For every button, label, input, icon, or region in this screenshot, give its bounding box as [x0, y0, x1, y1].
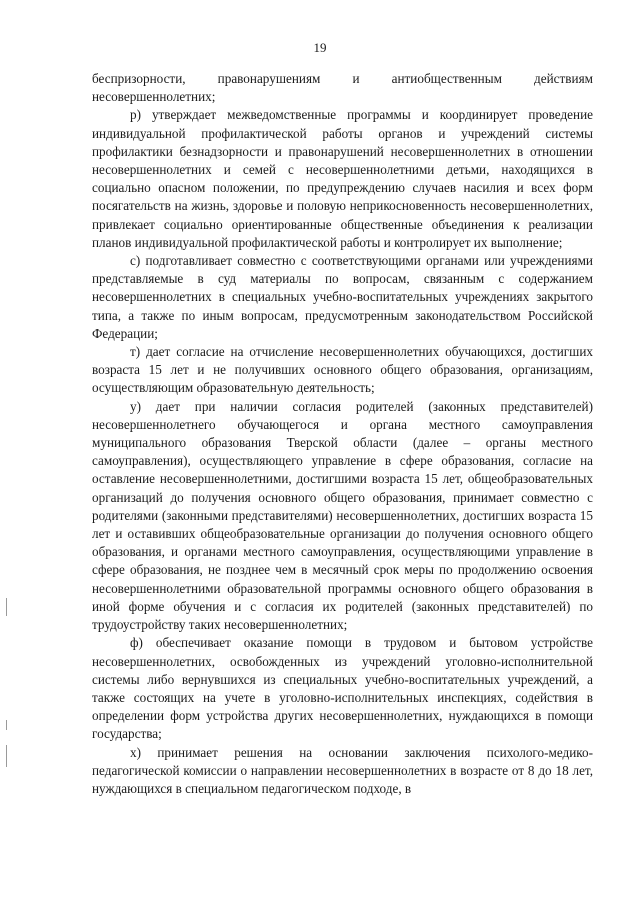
document-body [92, 70, 593, 798]
scan-margin-mark [6, 598, 7, 616]
scan-margin-mark [6, 720, 7, 730]
page-number: 19 [313, 40, 327, 55]
paragraph-item-u: у) дает при наличии согласия родителей (законных представителей) несовершеннолетнего обучающегося и органа местного самоуправления муниципального образования Тверской области (далее – органы местного самоуправления), осуществляющего управление в сфере образования, согласие на оставление несовершеннолетними, достигшими возраста 15 лет, общеобразовательных организаций до получения основного общего образования, принимает совместно с родителями (законными представителями) несовершеннолетних, достигших возраста 15 лет и оставивших общеобразовательные организации до получения основного общего образования, и органами местного самоуправления, осуществляющими управление в сфере образования, не позднее чем в месячный срок меры по продолжению освоения несовершеннолетними образовательной программы основного общего образования в иной форме обучения и с согласия их родителей (законных представителей) по трудоустройству таких несовершеннолетних; [92, 398, 593, 633]
paragraph-item-r: р) утверждает межведомственные программы и координирует проведение индивидуальной профилактической работы органов и учреждений системы профилактики безнадзорности и правонарушений несовершеннолетних в отношении несовершеннолетних и семей с несовершеннолетними детьми, находящихся в социально опасном положении, по предупреждению случаев насилия и всех форм посягательств на жизнь, здоровье и половую неприкосновенность несовершеннолетних, привлекает социально ориентированные общественные объединения к реализации планов индивидуальной профилактической работы и контролирует их выполнение; [92, 107, 593, 250]
paragraph-item-t: т) дает согласие на отчисление несовершеннолетних обучающихся, достигших возраста 15 лет и не получивших основного общего образования, организациям, осуществляющим образовательную деятельность; [92, 344, 593, 396]
paragraph-item-f: ф) обеспечивает оказание помощи в трудовом и бытовом устройстве несовершеннолетних, освобожденных из учреждений уголовно-исполнительной системы либо вернувшихся из специальных учебно-воспитательных учреждений, а также состоящих на учете в уголовно-исполнительных инспекциях, содействия в определении форм устройства других несовершеннолетних, нуждающихся в помощи государства; [92, 635, 593, 742]
paragraph-item-h: х) принимает решения на основании заключения психолого-медико-педагогической комиссии о направлении несовершеннолетних в возрасте от 8 до 18 лет, нуждающихся в специальном педагогическом подходе, в [92, 744, 593, 796]
paragraph-item-s: с) подготавливает совместно с соответствующими органами или учреждениями представляемые в суд материалы по вопросам, связанным с содержанием несовершеннолетних в специальных учебно-воспитательных учреждениях закрытого типа, а также по иным вопросам, предусмотренным законодательством Российской Федерации; [92, 253, 593, 341]
paragraph-continuation: беспризорности, правонарушениям и антиобщественным действиям несовершеннолетних; [92, 71, 593, 105]
scan-margin-mark [6, 745, 7, 767]
